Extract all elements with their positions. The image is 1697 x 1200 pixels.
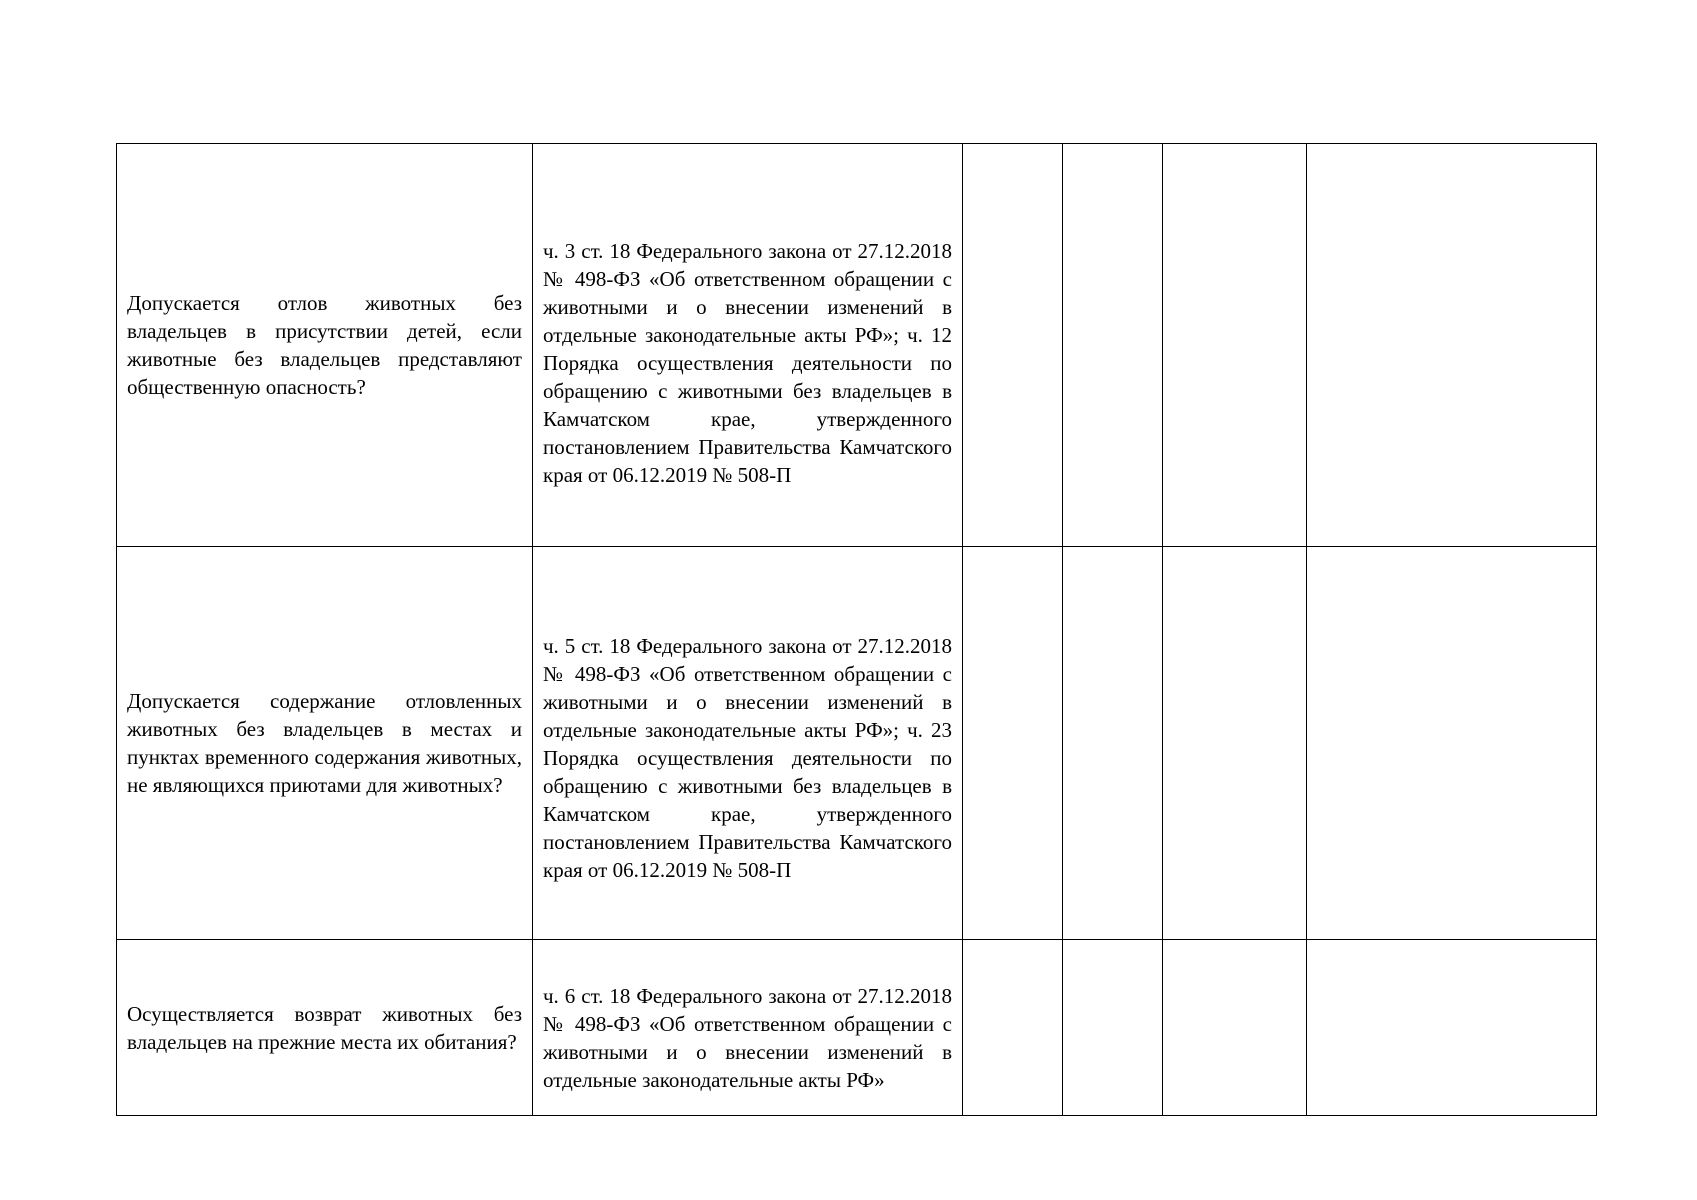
note-cell: [1307, 547, 1597, 940]
legal-basis-text: ч. 6 ст. 18 Федерального закона от 27.12.2018 № 498-ФЗ «Об ответственном обращении с животными и о внесении изменений в отдельные законодательные акты РФ»: [543, 983, 952, 1092]
answer-no-cell: [1063, 940, 1163, 1116]
answer-no-cell: [1063, 547, 1163, 940]
answer-not-applicable-cell: [1163, 547, 1307, 940]
answer-not-applicable-cell: [1163, 144, 1307, 547]
note-cell: [1307, 940, 1597, 1116]
answer-yes-cell: [963, 144, 1063, 547]
answer-yes-cell: [963, 940, 1063, 1116]
table-row: [117, 940, 1597, 1116]
answer-not-applicable-cell: [1163, 940, 1307, 1116]
table-row: [117, 144, 1597, 547]
table-row: [117, 547, 1597, 940]
note-cell: [1307, 144, 1597, 547]
question-text: Осуществляется возврат животных без владельцев на прежние места их обитания?: [127, 1001, 522, 1054]
checklist-table: [116, 143, 1597, 1116]
question-cell: [117, 144, 533, 547]
legal-basis-cell: [533, 144, 963, 547]
legal-basis-cell: [533, 940, 963, 1116]
document-page: [116, 143, 1597, 1116]
legal-basis-text: ч. 3 ст. 18 Федерального закона от 27.12.2018 № 498-ФЗ «Об ответственном обращении с животными и о внесении изменений в отдельные законодательные акты РФ»; ч. 12 Порядка осуществления деятельности по обращению с животными без владельцев в Камчатском крае, утвержденного постановлением Правительства Камчатского края от 06.12.2019 № 508-П: [543, 239, 952, 487]
question-text: Допускается содержание отловленных животных без владельцев в местах и пунктах временного содержания животных, не являющихся приютами для животных?: [127, 689, 522, 797]
question-cell: [117, 547, 533, 940]
answer-no-cell: [1063, 144, 1163, 547]
question-cell: [117, 940, 533, 1116]
legal-basis-text: ч. 5 ст. 18 Федерального закона от 27.12.2018 № 498-ФЗ «Об ответственном обращении с животными и о внесении изменений в отдельные законодательные акты РФ»; ч. 23 Порядка осуществления деятельности по обращению с животными без владельцев в Камчатском крае, утвержденного постановлением Правительства Камчатского края от 06.12.2019 № 508-П: [543, 634, 952, 882]
question-text: Допускается отлов животных без владельцев в присутствии детей, если животные без владельцев представляют общественную опасность?: [127, 291, 522, 399]
answer-yes-cell: [963, 547, 1063, 940]
legal-basis-cell: [533, 547, 963, 940]
